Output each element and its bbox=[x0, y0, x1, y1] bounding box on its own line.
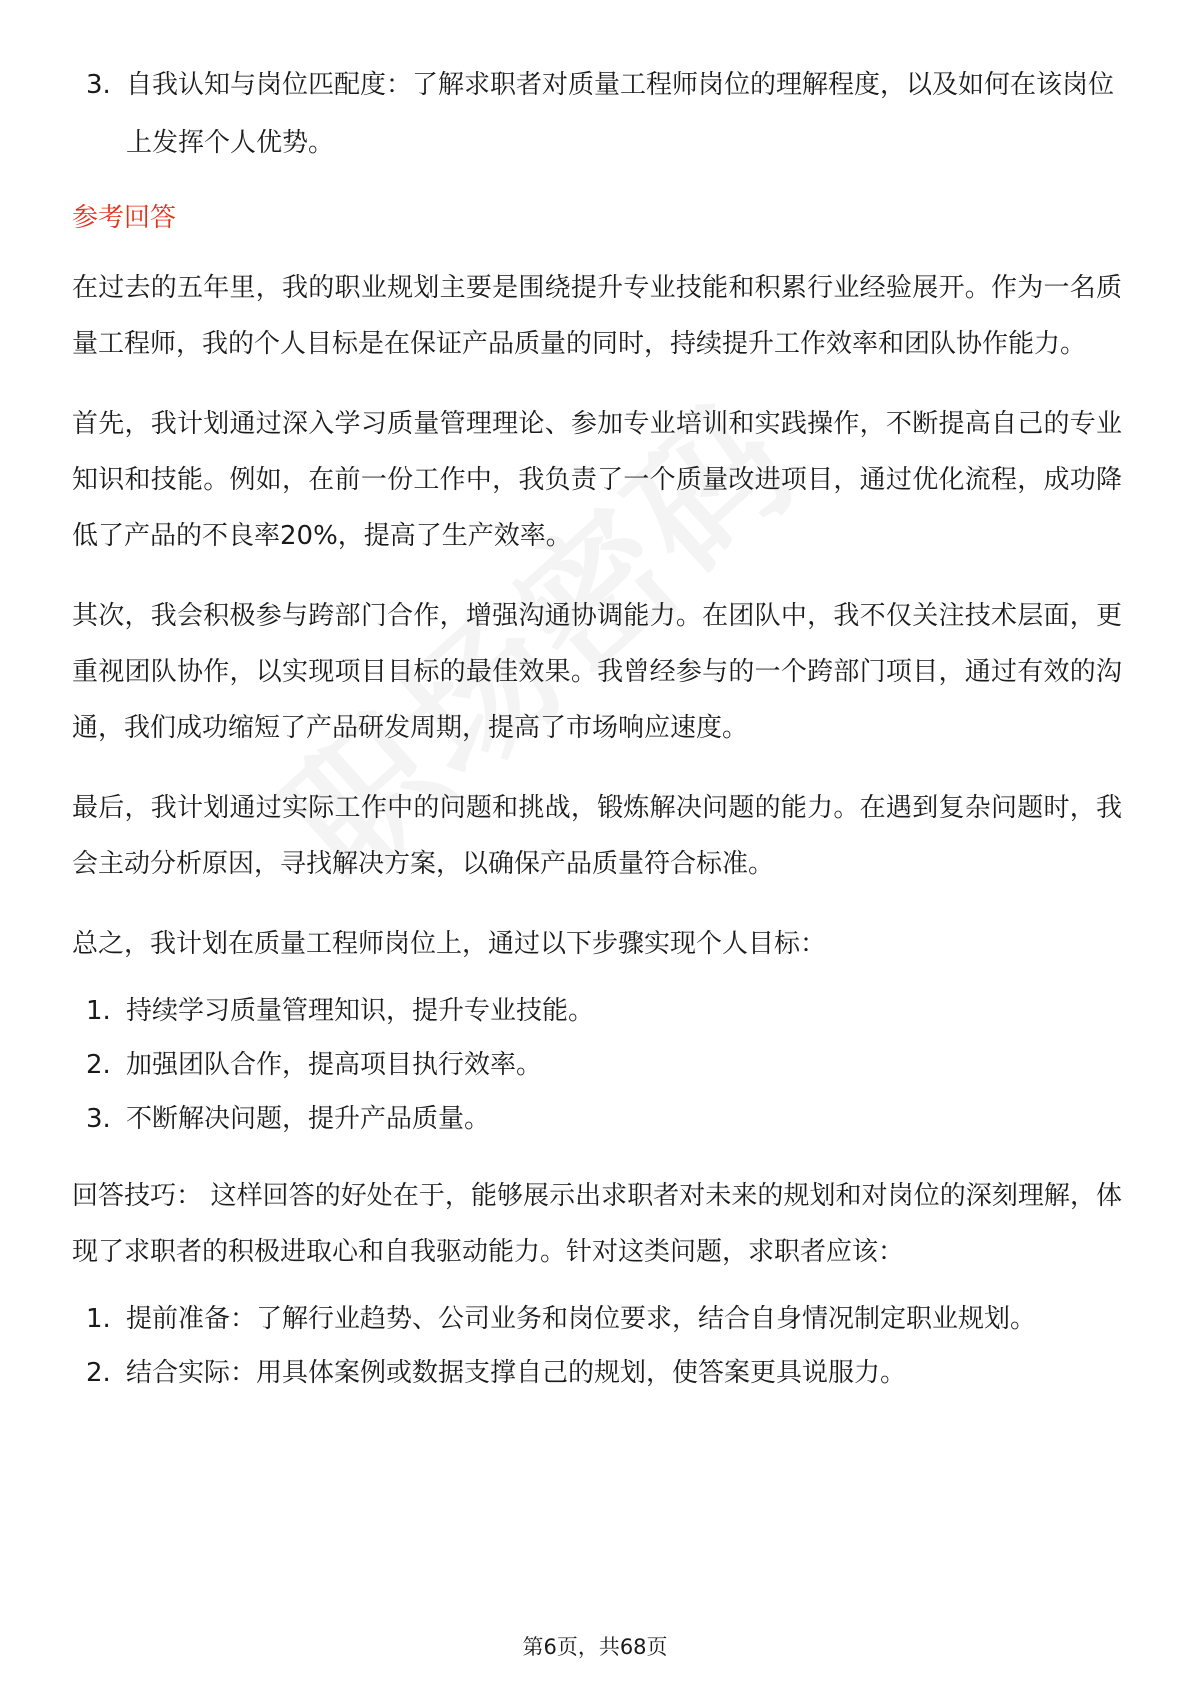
list-item bbox=[72, 1346, 1122, 1400]
tips-list bbox=[72, 1292, 1122, 1400]
paragraph-first: 首先，我计划通过深入学习质量管理理论、参加专业培训和实践操作，不断提高自己的专业知识和技能。例如，在前一份工作中，我负责了一个质量改进项目，通过优化流程，成功降低了产品的不良率20%，提高了生产效率。 bbox=[72, 409, 1122, 551]
list-item-number: 1. bbox=[86, 996, 111, 1026]
section-title: 参考回答 bbox=[72, 203, 177, 233]
list-item bbox=[72, 1092, 1122, 1146]
paragraph-last: 最后，我计划通过实际工作中的问题和挑战，锻炼解决问题的能力。在遇到复杂问题时，我会主动分析原因，寻找解决方案，以确保产品质量符合标准。 bbox=[72, 793, 1122, 879]
paragraph-second: 其次，我会积极参与跨部门合作，增强沟通协调能力。在团队中，我不仅关注技术层面，更重视团队协作，以实现项目目标的最佳效果。我曾经参与的一个跨部门项目，通过有效的沟通，我们成功缩短了产品研发周期，提高了市场响应速度。 bbox=[72, 601, 1122, 743]
list-item bbox=[72, 1038, 1122, 1092]
list-item-text: 自我认知与岗位匹配度：了解求职者对质量工程师岗位的理解程度，以及如何在该岗位上发挥个人优势。 bbox=[126, 70, 1115, 158]
list-item bbox=[72, 1292, 1122, 1346]
intro-list bbox=[72, 56, 1122, 172]
page-content bbox=[72, 56, 1122, 1422]
page-footer: 第6页，共68页 bbox=[522, 1635, 668, 1659]
list-item-number: 2. bbox=[86, 1050, 111, 1080]
list-item bbox=[72, 984, 1122, 1038]
list-item-text: 持续学习质量管理知识，提升专业技能。 bbox=[126, 996, 595, 1026]
list-item-number: 3. bbox=[86, 1104, 111, 1134]
paragraph-summary: 总之，我计划在质量工程师岗位上，通过以下步骤实现个人目标： bbox=[72, 929, 827, 959]
steps-list bbox=[72, 984, 1122, 1146]
tips-paragraph: 回答技巧： 这样回答的好处在于，能够展示出求职者对未来的规划和对岗位的深刻理解，体现了求职者的积极进取心和自我驱动能力。针对这类问题，求职者应该： bbox=[72, 1181, 1122, 1267]
list-item-number: 1. bbox=[86, 1304, 111, 1334]
list-item-text: 提前准备：了解行业趋势、公司业务和岗位要求，结合自身情况制定职业规划。 bbox=[126, 1304, 1037, 1334]
list-item-text: 结合实际：用具体案例或数据支撑自己的规划，使答案更具说服力。 bbox=[126, 1358, 907, 1388]
list-item bbox=[72, 56, 1122, 172]
paragraph-intro: 在过去的五年里，我的职业规划主要是围绕提升专业技能和积累行业经验展开。作为一名质量工程师，我的个人目标是在保证产品质量的同时，持续提升工作效率和团队协作能力。 bbox=[72, 273, 1122, 359]
list-item-number: 3. bbox=[86, 70, 111, 100]
list-item-text: 加强团队合作，提高项目执行效率。 bbox=[126, 1050, 543, 1080]
list-item-text: 不断解决问题，提升产品质量。 bbox=[126, 1104, 491, 1134]
list-item-number: 2. bbox=[86, 1358, 111, 1388]
